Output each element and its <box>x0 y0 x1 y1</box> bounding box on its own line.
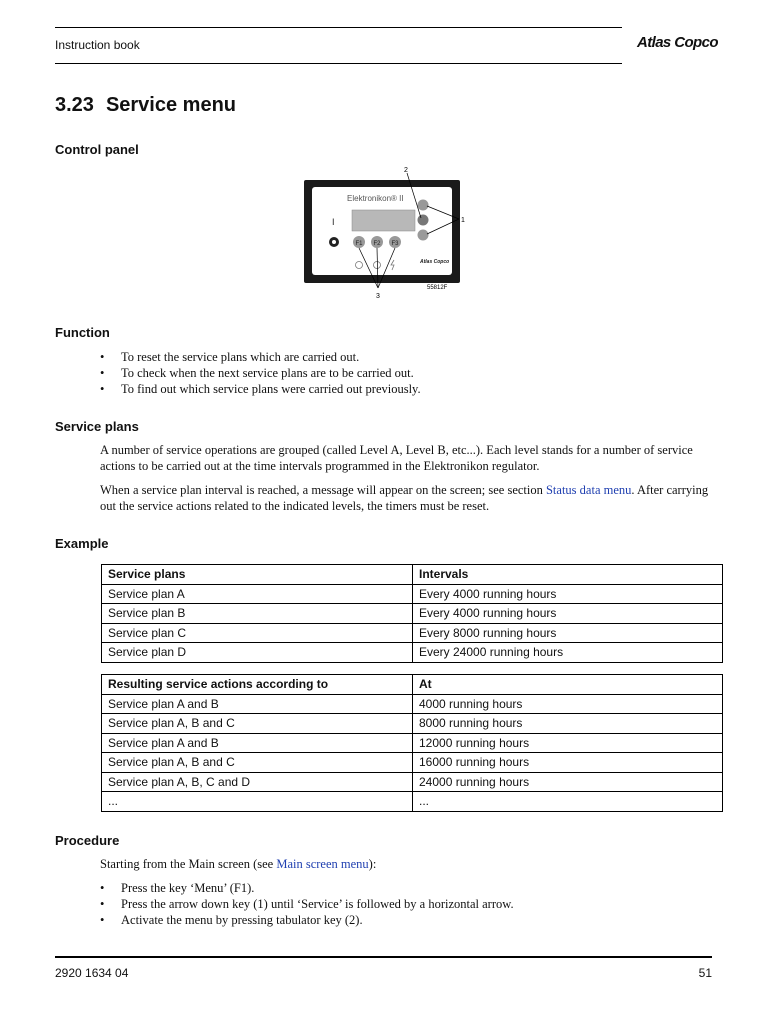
table-row: Service plan A and B 4000 running hours <box>102 694 723 714</box>
list-item: • Press the key ‘Menu’ (F1). <box>100 880 514 896</box>
list-item: • To check when the next service plans are to be carried out. <box>100 365 421 381</box>
start-key-icon: I <box>332 217 335 227</box>
column-header: Resulting service actions according to <box>102 675 413 695</box>
procedure-intro: Starting from the Main screen (see Main screen menu): <box>100 857 377 871</box>
table-row: Service plan A and B 12000 running hours <box>102 733 723 753</box>
panel-brand: Elektronikon® II <box>347 194 404 203</box>
table-header-row <box>102 675 723 695</box>
service-plans-heading: Service plans <box>55 419 139 434</box>
list-item: • To find out which service plans were carried out previously. <box>100 381 421 397</box>
table-header-row <box>102 565 723 585</box>
service-plans-table <box>101 564 723 663</box>
figure-code: 55812F <box>427 285 448 291</box>
table-row: Service plan D Every 24000 running hours <box>102 643 723 663</box>
procedure-list <box>100 880 514 928</box>
status-data-menu-link[interactable]: Status data menu <box>545 483 632 497</box>
table-row: ... ... <box>102 792 723 812</box>
svg-text:F1: F1 <box>355 241 363 247</box>
table-row: Service plan A, B and C 8000 running hours <box>102 714 723 734</box>
atlas-copco-logo: Atlas Copco <box>637 34 718 51</box>
table-row: Service plan A, B, C and D 24000 running hours <box>102 772 723 792</box>
column-header: At <box>413 675 723 695</box>
list-item: • Activate the menu by pressing tabulator key (2). <box>100 912 514 928</box>
arrow-down-key <box>418 230 429 241</box>
control-panel-heading: Control panel <box>55 142 139 157</box>
column-header: Intervals <box>413 565 723 585</box>
panel-display <box>352 210 415 231</box>
arrow-up-key <box>418 200 429 211</box>
table-row: Service plan A Every 4000 running hours <box>102 584 723 604</box>
column-header: Service plans <box>102 565 413 585</box>
section-title-text: Service menu <box>105 94 237 116</box>
panel-footer-brand: Atlas Copco <box>420 259 450 265</box>
function-heading: Function <box>55 325 110 340</box>
svg-text:F3: F3 <box>391 241 399 247</box>
list-item: • To reset the service plans which are carried out. <box>100 349 421 365</box>
section-number: 3.23 <box>55 94 94 116</box>
callout-3: 3 <box>376 293 380 300</box>
function-list <box>100 349 421 397</box>
header-top-rule <box>55 27 622 28</box>
procedure-heading: Procedure <box>55 833 120 848</box>
service-plans-paragraph-2: When a service plan interval is reached, a message will appear on the screen; see section Status data menu. After carrying out the service actions related to the indicated levels, the timers must be reset. <box>100 483 709 513</box>
table-row: Service plan C Every 8000 running hours <box>102 623 723 643</box>
table-row: Service plan A, B and C 16000 running hours <box>102 753 723 773</box>
page-number: 51 <box>698 966 712 980</box>
list-item: • Press the arrow down key (1) until ‘Service’ is followed by a horizontal arrow. <box>100 896 514 912</box>
header-title: Instruction book <box>55 38 140 52</box>
svg-text:F2: F2 <box>373 241 381 247</box>
document-number: 2920 1634 04 <box>55 966 129 980</box>
callout-2: 2 <box>404 167 408 174</box>
header-bottom-rule <box>55 63 622 64</box>
service-plans-paragraph-1: A number of service operations are grouped (called Level A, Level B, etc...). Each level stands for a number of service actions to be carried out at the time intervals programmed in the Elektronikon regulator. <box>100 443 693 473</box>
callout-1: 1 <box>461 217 465 224</box>
section-title <box>55 94 236 117</box>
service-actions-table <box>101 674 723 812</box>
main-screen-menu-link[interactable]: Main screen menu <box>276 857 369 871</box>
footer-rule <box>55 956 712 958</box>
control-panel-figure <box>295 163 470 303</box>
example-heading: Example <box>55 536 109 551</box>
tabulator-key <box>418 215 429 226</box>
table-row: Service plan B Every 4000 running hours <box>102 604 723 624</box>
